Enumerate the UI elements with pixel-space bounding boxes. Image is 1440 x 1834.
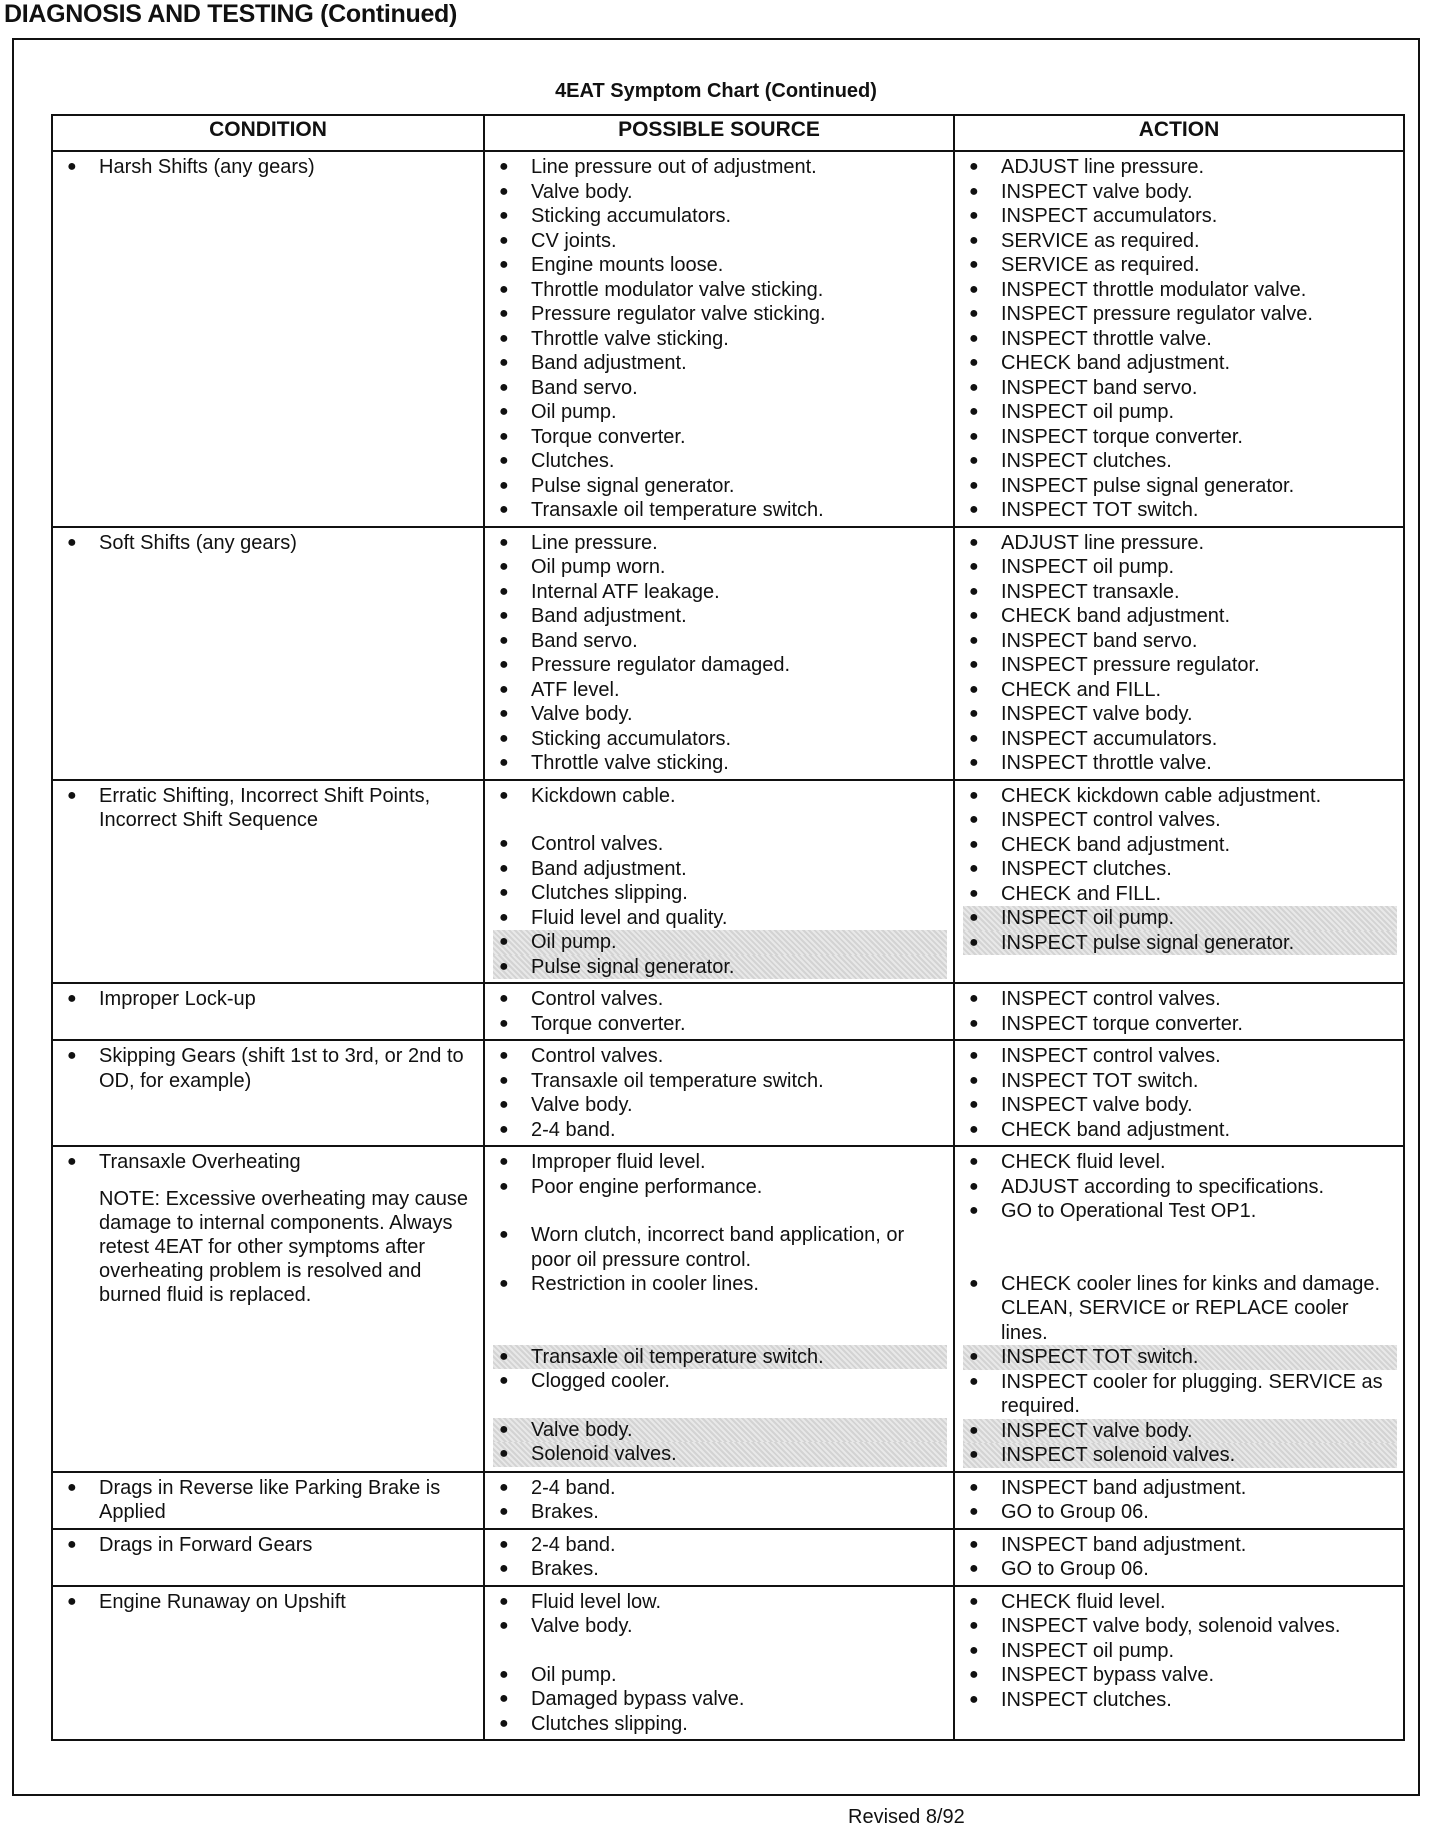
action-item: ● INSPECT throttle valve. — [963, 751, 1397, 776]
source-item: ● Pressure regulator damaged. — [493, 653, 947, 678]
source-item: ● Line pressure. — [493, 531, 947, 556]
source-cell — [484, 1472, 954, 1529]
action-item: ● CHECK band adjustment. — [963, 833, 1397, 858]
symptom-table — [51, 114, 1405, 1741]
action-item: ● INSPECT clutches. — [963, 857, 1397, 882]
action-item: ● INSPECT band adjustment. — [963, 1476, 1397, 1501]
condition-cell — [52, 1472, 484, 1529]
source-item: ● Solenoid valves. — [493, 1442, 947, 1467]
action-item: ● CHECK fluid level. — [963, 1590, 1397, 1615]
header-condition: CONDITION — [52, 115, 484, 151]
source-item: ● Valve body. — [493, 1614, 947, 1639]
condition-cell — [52, 1529, 484, 1586]
source-item: ● Pulse signal generator. — [493, 955, 947, 980]
action-item: ● INSPECT control valves. — [963, 808, 1397, 833]
action-item: ● INSPECT valve body. — [963, 702, 1397, 727]
action-item: ● INSPECT control valves. — [963, 987, 1397, 1012]
action-cell — [954, 1529, 1404, 1586]
action-item: ● CHECK and FILL. — [963, 678, 1397, 703]
action-item: ● CHECK and FILL. — [963, 882, 1397, 907]
action-cell — [954, 1472, 1404, 1529]
condition-note: NOTE: Excessive overheating may cause damage to internal components. Always retest 4EAT for other symptoms after overheating problem is resolved and burned fluid is replaced. — [99, 1187, 469, 1306]
action-item: ● CHECK cooler lines for kinks and damage. CLEAN, SERVICE or REPLACE cooler lines. — [963, 1272, 1397, 1346]
source-item: ● Transaxle oil temperature switch. — [493, 498, 947, 523]
action-item: ● INSPECT band servo. — [963, 376, 1397, 401]
action-item: ● INSPECT solenoid valves. — [963, 1443, 1397, 1468]
table-header-row — [52, 115, 1404, 151]
condition-cell — [52, 527, 484, 780]
action-item: ● INSPECT throttle valve. — [963, 327, 1397, 352]
table-row — [52, 1040, 1404, 1146]
source-item: ● 2-4 band. — [493, 1118, 947, 1143]
action-item: ● INSPECT oil pump. — [963, 400, 1397, 425]
condition-cell — [52, 1586, 484, 1741]
action-item: ● INSPECT control valves. — [963, 1044, 1397, 1069]
source-item: ● Transaxle oil temperature switch. — [493, 1345, 947, 1370]
source-item: ● Worn clutch, incorrect band application, or poor oil pressure control. — [493, 1223, 947, 1272]
source-cell — [484, 1040, 954, 1146]
condition-text: ● Harsh Shifts (any gears) — [61, 155, 477, 180]
condition-text: ● Transaxle Overheating — [61, 1150, 477, 1175]
source-cell — [484, 780, 954, 984]
action-item: ● INSPECT throttle modulator valve. — [963, 278, 1397, 303]
source-item: ● Clogged cooler. — [493, 1369, 947, 1394]
source-item: ● Band adjustment. — [493, 857, 947, 882]
source-item: ● Clutches slipping. — [493, 881, 947, 906]
source-item: ● Oil pump. — [493, 1663, 947, 1688]
source-item: ● Internal ATF leakage. — [493, 580, 947, 605]
source-item: ● Clutches. — [493, 449, 947, 474]
action-item: ● INSPECT oil pump. — [963, 906, 1397, 931]
action-item: ● CHECK kickdown cable adjustment. — [963, 784, 1397, 809]
condition-text: ● Soft Shifts (any gears) — [61, 531, 477, 556]
action-item: ● INSPECT pulse signal generator. — [963, 474, 1397, 499]
source-item: ● Valve body. — [493, 1093, 947, 1118]
source-cell — [484, 983, 954, 1040]
source-item: ● Torque converter. — [493, 425, 947, 450]
action-item: ● SERVICE as required. — [963, 229, 1397, 254]
action-item: ● CHECK band adjustment. — [963, 604, 1397, 629]
symptom-table-wrapper — [51, 114, 1403, 1741]
source-item: ● Fluid level and quality. — [493, 906, 947, 931]
table-row — [52, 983, 1404, 1040]
condition-text: ● Improper Lock-up — [61, 987, 477, 1012]
source-item: ● Band adjustment. — [493, 604, 947, 629]
table-row — [52, 527, 1404, 780]
action-item: ● INSPECT clutches. — [963, 449, 1397, 474]
source-item: ● Brakes. — [493, 1500, 947, 1525]
table-row — [52, 1529, 1404, 1586]
action-item: ● INSPECT accumulators. — [963, 204, 1397, 229]
source-item: ● Oil pump. — [493, 400, 947, 425]
source-item: ● Pressure regulator valve sticking. — [493, 302, 947, 327]
action-item: ● INSPECT oil pump. — [963, 1639, 1397, 1664]
condition-cell — [52, 1146, 484, 1472]
source-item: ● Poor engine performance. — [493, 1175, 947, 1200]
source-item: ● Throttle valve sticking. — [493, 751, 947, 776]
action-item: ● INSPECT torque converter. — [963, 1012, 1397, 1037]
action-item: ● CHECK fluid level. — [963, 1150, 1397, 1175]
action-item: ● SERVICE as required. — [963, 253, 1397, 278]
source-item: ● Restriction in cooler lines. — [493, 1272, 947, 1297]
chart-title: 4EAT Symptom Chart (Continued) — [555, 80, 877, 102]
action-item: ● INSPECT TOT switch. — [963, 1069, 1397, 1094]
source-item: ● Throttle modulator valve sticking. — [493, 278, 947, 303]
source-item: ● Sticking accumulators. — [493, 204, 947, 229]
action-item: ● INSPECT band adjustment. — [963, 1533, 1397, 1558]
source-cell — [484, 1586, 954, 1741]
source-item: ● Control valves. — [493, 1044, 947, 1069]
action-item: ● INSPECT pulse signal generator. — [963, 931, 1397, 956]
action-item: ● INSPECT valve body. — [963, 1419, 1397, 1444]
chart-frame — [12, 38, 1420, 1796]
source-item: ● Control valves. — [493, 987, 947, 1012]
table-row — [52, 1586, 1404, 1741]
page-title: DIAGNOSIS AND TESTING (Continued) — [4, 0, 458, 28]
source-item: ● Fluid level low. — [493, 1590, 947, 1615]
source-item: ● Band servo. — [493, 376, 947, 401]
action-item: ● ADJUST line pressure. — [963, 531, 1397, 556]
source-item: ● Line pressure out of adjustment. — [493, 155, 947, 180]
action-item: ● GO to Group 06. — [963, 1500, 1397, 1525]
action-cell — [954, 983, 1404, 1040]
source-item: ● Improper fluid level. — [493, 1150, 947, 1175]
condition-cell — [52, 1040, 484, 1146]
action-cell — [954, 527, 1404, 780]
source-item: ● 2-4 band. — [493, 1533, 947, 1558]
condition-text: ● Engine Runaway on Upshift — [61, 1590, 477, 1615]
action-item: ● INSPECT TOT switch. — [963, 498, 1397, 523]
source-cell — [484, 1146, 954, 1472]
source-item: ● Oil pump worn. — [493, 555, 947, 580]
source-item: ● Sticking accumulators. — [493, 727, 947, 752]
action-item: ● INSPECT pressure regulator valve. — [963, 302, 1397, 327]
source-item: ● Clutches slipping. — [493, 1712, 947, 1737]
source-item: ● Kickdown cable. — [493, 784, 947, 809]
source-item: ● Valve body. — [493, 702, 947, 727]
source-item: ● Brakes. — [493, 1557, 947, 1582]
action-item: ● INSPECT valve body. — [963, 1093, 1397, 1118]
header-action: ACTION — [954, 115, 1404, 151]
source-item: ● Oil pump. — [493, 930, 947, 955]
action-cell — [954, 1586, 1404, 1741]
source-item: ● Damaged bypass valve. — [493, 1687, 947, 1712]
action-item: ● INSPECT valve body. — [963, 180, 1397, 205]
table-row — [52, 1146, 1404, 1472]
action-item: ● CHECK band adjustment. — [963, 1118, 1397, 1143]
action-item: ● INSPECT bypass valve. — [963, 1663, 1397, 1688]
source-item: ● 2-4 band. — [493, 1476, 947, 1501]
action-item: ● INSPECT cooler for plugging. SERVICE as required. — [963, 1370, 1397, 1419]
action-item: ● INSPECT torque converter. — [963, 425, 1397, 450]
source-item: ● Band servo. — [493, 629, 947, 654]
source-item: ● Control valves. — [493, 832, 947, 857]
condition-cell — [52, 780, 484, 984]
action-cell — [954, 1040, 1404, 1146]
action-item: ● INSPECT valve body, solenoid valves. — [963, 1614, 1397, 1639]
action-item: ● INSPECT pressure regulator. — [963, 653, 1397, 678]
source-item: ● Throttle valve sticking. — [493, 327, 947, 352]
action-item: ● INSPECT oil pump. — [963, 555, 1397, 580]
source-item: ● Torque converter. — [493, 1012, 947, 1037]
condition-text: ● Drags in Forward Gears — [61, 1533, 477, 1558]
action-item: ● INSPECT accumulators. — [963, 727, 1397, 752]
source-item: ● Valve body. — [493, 1418, 947, 1443]
header-possible-source: POSSIBLE SOURCE — [484, 115, 954, 151]
source-cell — [484, 151, 954, 527]
action-cell — [954, 151, 1404, 527]
action-item: ● ADJUST line pressure. — [963, 155, 1397, 180]
action-item: ● GO to Operational Test OP1. — [963, 1199, 1397, 1224]
table-row — [52, 780, 1404, 984]
action-item: ● INSPECT transaxle. — [963, 580, 1397, 605]
table-row — [52, 151, 1404, 527]
source-item: ● Pulse signal generator. — [493, 474, 947, 499]
source-item: ● Band adjustment. — [493, 351, 947, 376]
action-item: ● CHECK band adjustment. — [963, 351, 1397, 376]
source-cell — [484, 1529, 954, 1586]
source-item: ● Valve body. — [493, 180, 947, 205]
source-item: ● Transaxle oil temperature switch. — [493, 1069, 947, 1094]
table-row — [52, 1472, 1404, 1529]
action-cell — [954, 1146, 1404, 1472]
condition-text: ● Drags in Reverse like Parking Brake is Applied — [61, 1476, 477, 1525]
action-item: ● INSPECT band servo. — [963, 629, 1397, 654]
source-item: ● CV joints. — [493, 229, 947, 254]
source-cell — [484, 527, 954, 780]
action-item: ● INSPECT TOT switch. — [963, 1345, 1397, 1370]
revision-footer: Revised 8/92 — [848, 1806, 965, 1828]
source-item: ● ATF level. — [493, 678, 947, 703]
action-item: ● INSPECT clutches. — [963, 1688, 1397, 1713]
condition-text: ● Erratic Shifting, Incorrect Shift Points, Incorrect Shift Sequence — [61, 784, 477, 833]
condition-text: ● Skipping Gears (shift 1st to 3rd, or 2nd to OD, for example) — [61, 1044, 477, 1093]
condition-cell — [52, 151, 484, 527]
action-cell — [954, 780, 1404, 984]
condition-cell — [52, 983, 484, 1040]
action-item: ● GO to Group 06. — [963, 1557, 1397, 1582]
action-item: ● ADJUST according to specifications. — [963, 1175, 1397, 1200]
source-item: ● Engine mounts loose. — [493, 253, 947, 278]
